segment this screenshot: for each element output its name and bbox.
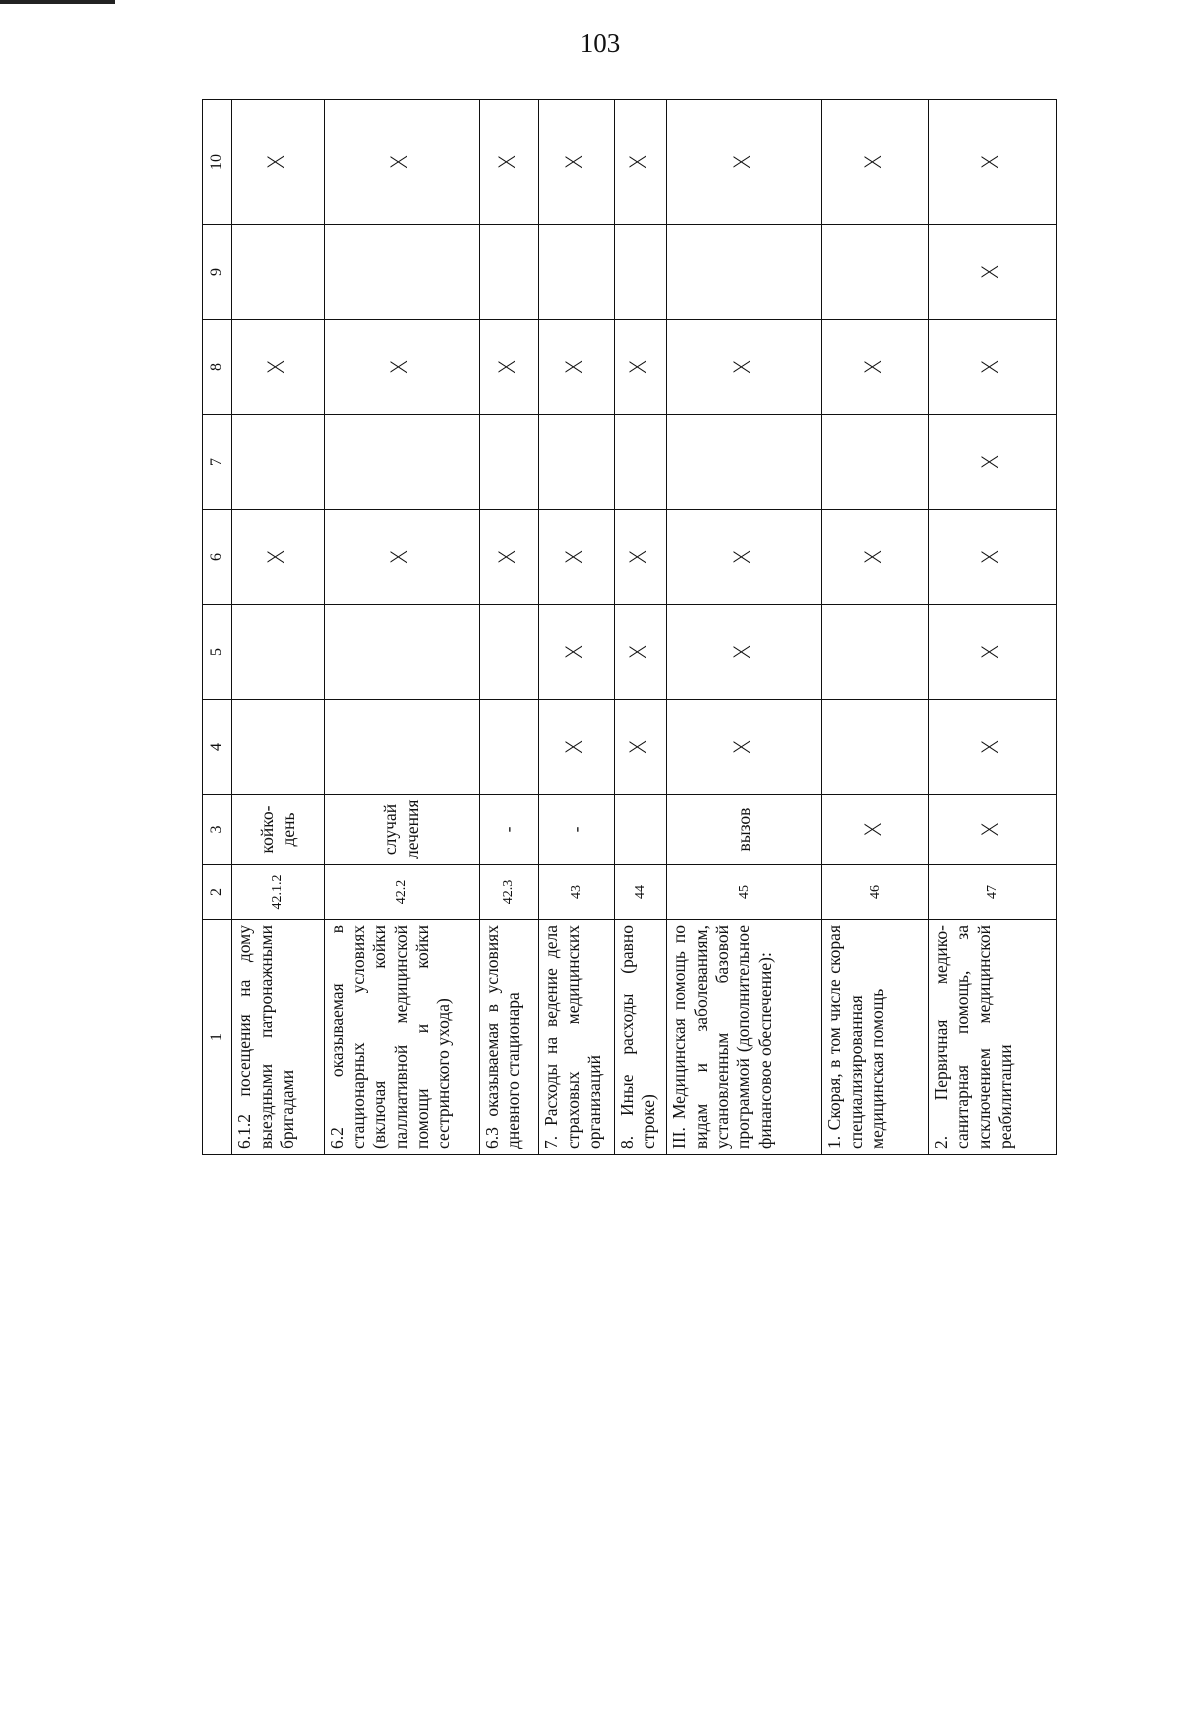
- table-cell-col1: 8. Иные расходы (равно строке): [614, 920, 666, 1155]
- table-cell-col7: [614, 415, 666, 510]
- header-cell-9: 9: [203, 225, 232, 320]
- table-cell-col6: X: [232, 510, 324, 605]
- table-cell-col7: [479, 415, 539, 510]
- table-row: [232, 100, 324, 1155]
- table-cell-col8: X: [324, 320, 479, 415]
- table-cell-col5: X: [667, 605, 822, 700]
- table-cell-col5: [822, 605, 929, 700]
- table-cell-col6: X: [614, 510, 666, 605]
- table-row: [324, 100, 479, 1155]
- table-cell-col8: X: [667, 320, 822, 415]
- table-cell-col2: 42.1.2: [232, 865, 324, 920]
- scan-edge-mark: [0, 0, 115, 4]
- table-cell-col9: [667, 225, 822, 320]
- table-cell-col4: [324, 700, 479, 795]
- table-cell-col2: 46: [822, 865, 929, 920]
- table-cell-col1: 1. Скорая, в том числе скорая специализированная медицинская помощь: [822, 920, 929, 1155]
- table-cell-col8: X: [822, 320, 929, 415]
- table-cell-col10: X: [822, 100, 929, 225]
- table-cell-col3: -: [479, 795, 539, 865]
- header-cell-3: 3: [203, 795, 232, 865]
- header-cell-6: 6: [203, 510, 232, 605]
- table-cell-col10: X: [232, 100, 324, 225]
- table-cell-col7: [539, 415, 614, 510]
- table-cell-col1: 6.2 оказываемая в стационарных условиях (включая койки паллиативной медицинской помощи и койки сестринского ухода): [324, 920, 479, 1155]
- table-cell-col3: койко-день: [232, 795, 324, 865]
- header-cell-2: 2: [203, 865, 232, 920]
- table-cell-col4: X: [929, 700, 1057, 795]
- table-cell-col10: X: [539, 100, 614, 225]
- table-cell-col9: [324, 225, 479, 320]
- table-cell-col10: X: [929, 100, 1057, 225]
- table-row: [479, 100, 539, 1155]
- table-cell-col2: 44: [614, 865, 666, 920]
- table-cell-col7: X: [929, 415, 1057, 510]
- header-cell-1: 1: [203, 920, 232, 1155]
- table-cell-col6: X: [929, 510, 1057, 605]
- table-cell-col5: X: [539, 605, 614, 700]
- rotated-table-container: [202, 100, 1057, 1155]
- table-cell-col6: X: [667, 510, 822, 605]
- table-cell-col2: 42.3: [479, 865, 539, 920]
- table-cell-col9: X: [929, 225, 1057, 320]
- table-cell-col3: X: [929, 795, 1057, 865]
- table-cell-col1: 6.1.2 посещения на дому выездными патронажными бригадами: [232, 920, 324, 1155]
- table-cell-col10: X: [324, 100, 479, 225]
- table-cell-col7: [324, 415, 479, 510]
- table-row: [614, 100, 666, 1155]
- table-cell-col5: [232, 605, 324, 700]
- table-cell-col4: [822, 700, 929, 795]
- table-cell-col7: [822, 415, 929, 510]
- table-cell-col3: [614, 795, 666, 865]
- table-cell-col6: X: [822, 510, 929, 605]
- table-cell-col1: III. Медицинская помощь по видам и заболеваниям, установленным базовой программой (дополнительное финансовое обеспечение):: [667, 920, 822, 1155]
- table-cell-col10: X: [667, 100, 822, 225]
- page-number: 103: [579, 28, 621, 58]
- table-cell-col7: [232, 415, 324, 510]
- header-cell-4: 4: [203, 700, 232, 795]
- table-cell-col6: X: [539, 510, 614, 605]
- table-cell-col9: [822, 225, 929, 320]
- header-cell-8: 8: [203, 320, 232, 415]
- table-cell-col2: 45: [667, 865, 822, 920]
- table-cell-col10: X: [614, 100, 666, 225]
- table-cell-col8: X: [929, 320, 1057, 415]
- data-table: [202, 99, 1057, 1155]
- table-cell-col4: X: [614, 700, 666, 795]
- table-cell-col9: [232, 225, 324, 320]
- table-row: [667, 100, 822, 1155]
- table-cell-col9: [479, 225, 539, 320]
- table-cell-col4: X: [667, 700, 822, 795]
- table-cell-col7: [667, 415, 822, 510]
- table-cell-col1: 6.3 оказываемая в условиях дневного стационара: [479, 920, 539, 1155]
- table-row: [929, 100, 1057, 1155]
- table-cell-col3: X: [822, 795, 929, 865]
- table-cell-col8: X: [232, 320, 324, 415]
- table-cell-col4: [232, 700, 324, 795]
- table-body: [203, 100, 1057, 1155]
- table-cell-col2: 42.2: [324, 865, 479, 920]
- header-row: [203, 100, 232, 1155]
- table-cell-col4: X: [539, 700, 614, 795]
- table-cell-col8: X: [614, 320, 666, 415]
- table-cell-col2: 47: [929, 865, 1057, 920]
- table-row: [822, 100, 929, 1155]
- table-cell-col5: [479, 605, 539, 700]
- table-cell-col10: X: [479, 100, 539, 225]
- header-cell-10: 10: [203, 100, 232, 225]
- header-cell-7: 7: [203, 415, 232, 510]
- table-cell-col9: [614, 225, 666, 320]
- table-cell-col5: X: [929, 605, 1057, 700]
- table-cell-col8: X: [479, 320, 539, 415]
- table-cell-col1: 2. Первичная медико-санитарная помощь, за исключением медицинской реабилитации: [929, 920, 1057, 1155]
- table-cell-col3: -: [539, 795, 614, 865]
- table-cell-col9: [539, 225, 614, 320]
- table-cell-col6: X: [324, 510, 479, 605]
- table-cell-col4: [479, 700, 539, 795]
- table-cell-col6: X: [479, 510, 539, 605]
- table-cell-col1: 7. Расходы на ведение дела страховых медицинских организаций: [539, 920, 614, 1155]
- table-cell-col5: X: [614, 605, 666, 700]
- table-cell-col5: [324, 605, 479, 700]
- table-cell-col3: случай лечения: [324, 795, 479, 865]
- table-row: [539, 100, 614, 1155]
- table-cell-col8: X: [539, 320, 614, 415]
- header-cell-5: 5: [203, 605, 232, 700]
- table-cell-col2: 43: [539, 865, 614, 920]
- table-cell-col3: вызов: [667, 795, 822, 865]
